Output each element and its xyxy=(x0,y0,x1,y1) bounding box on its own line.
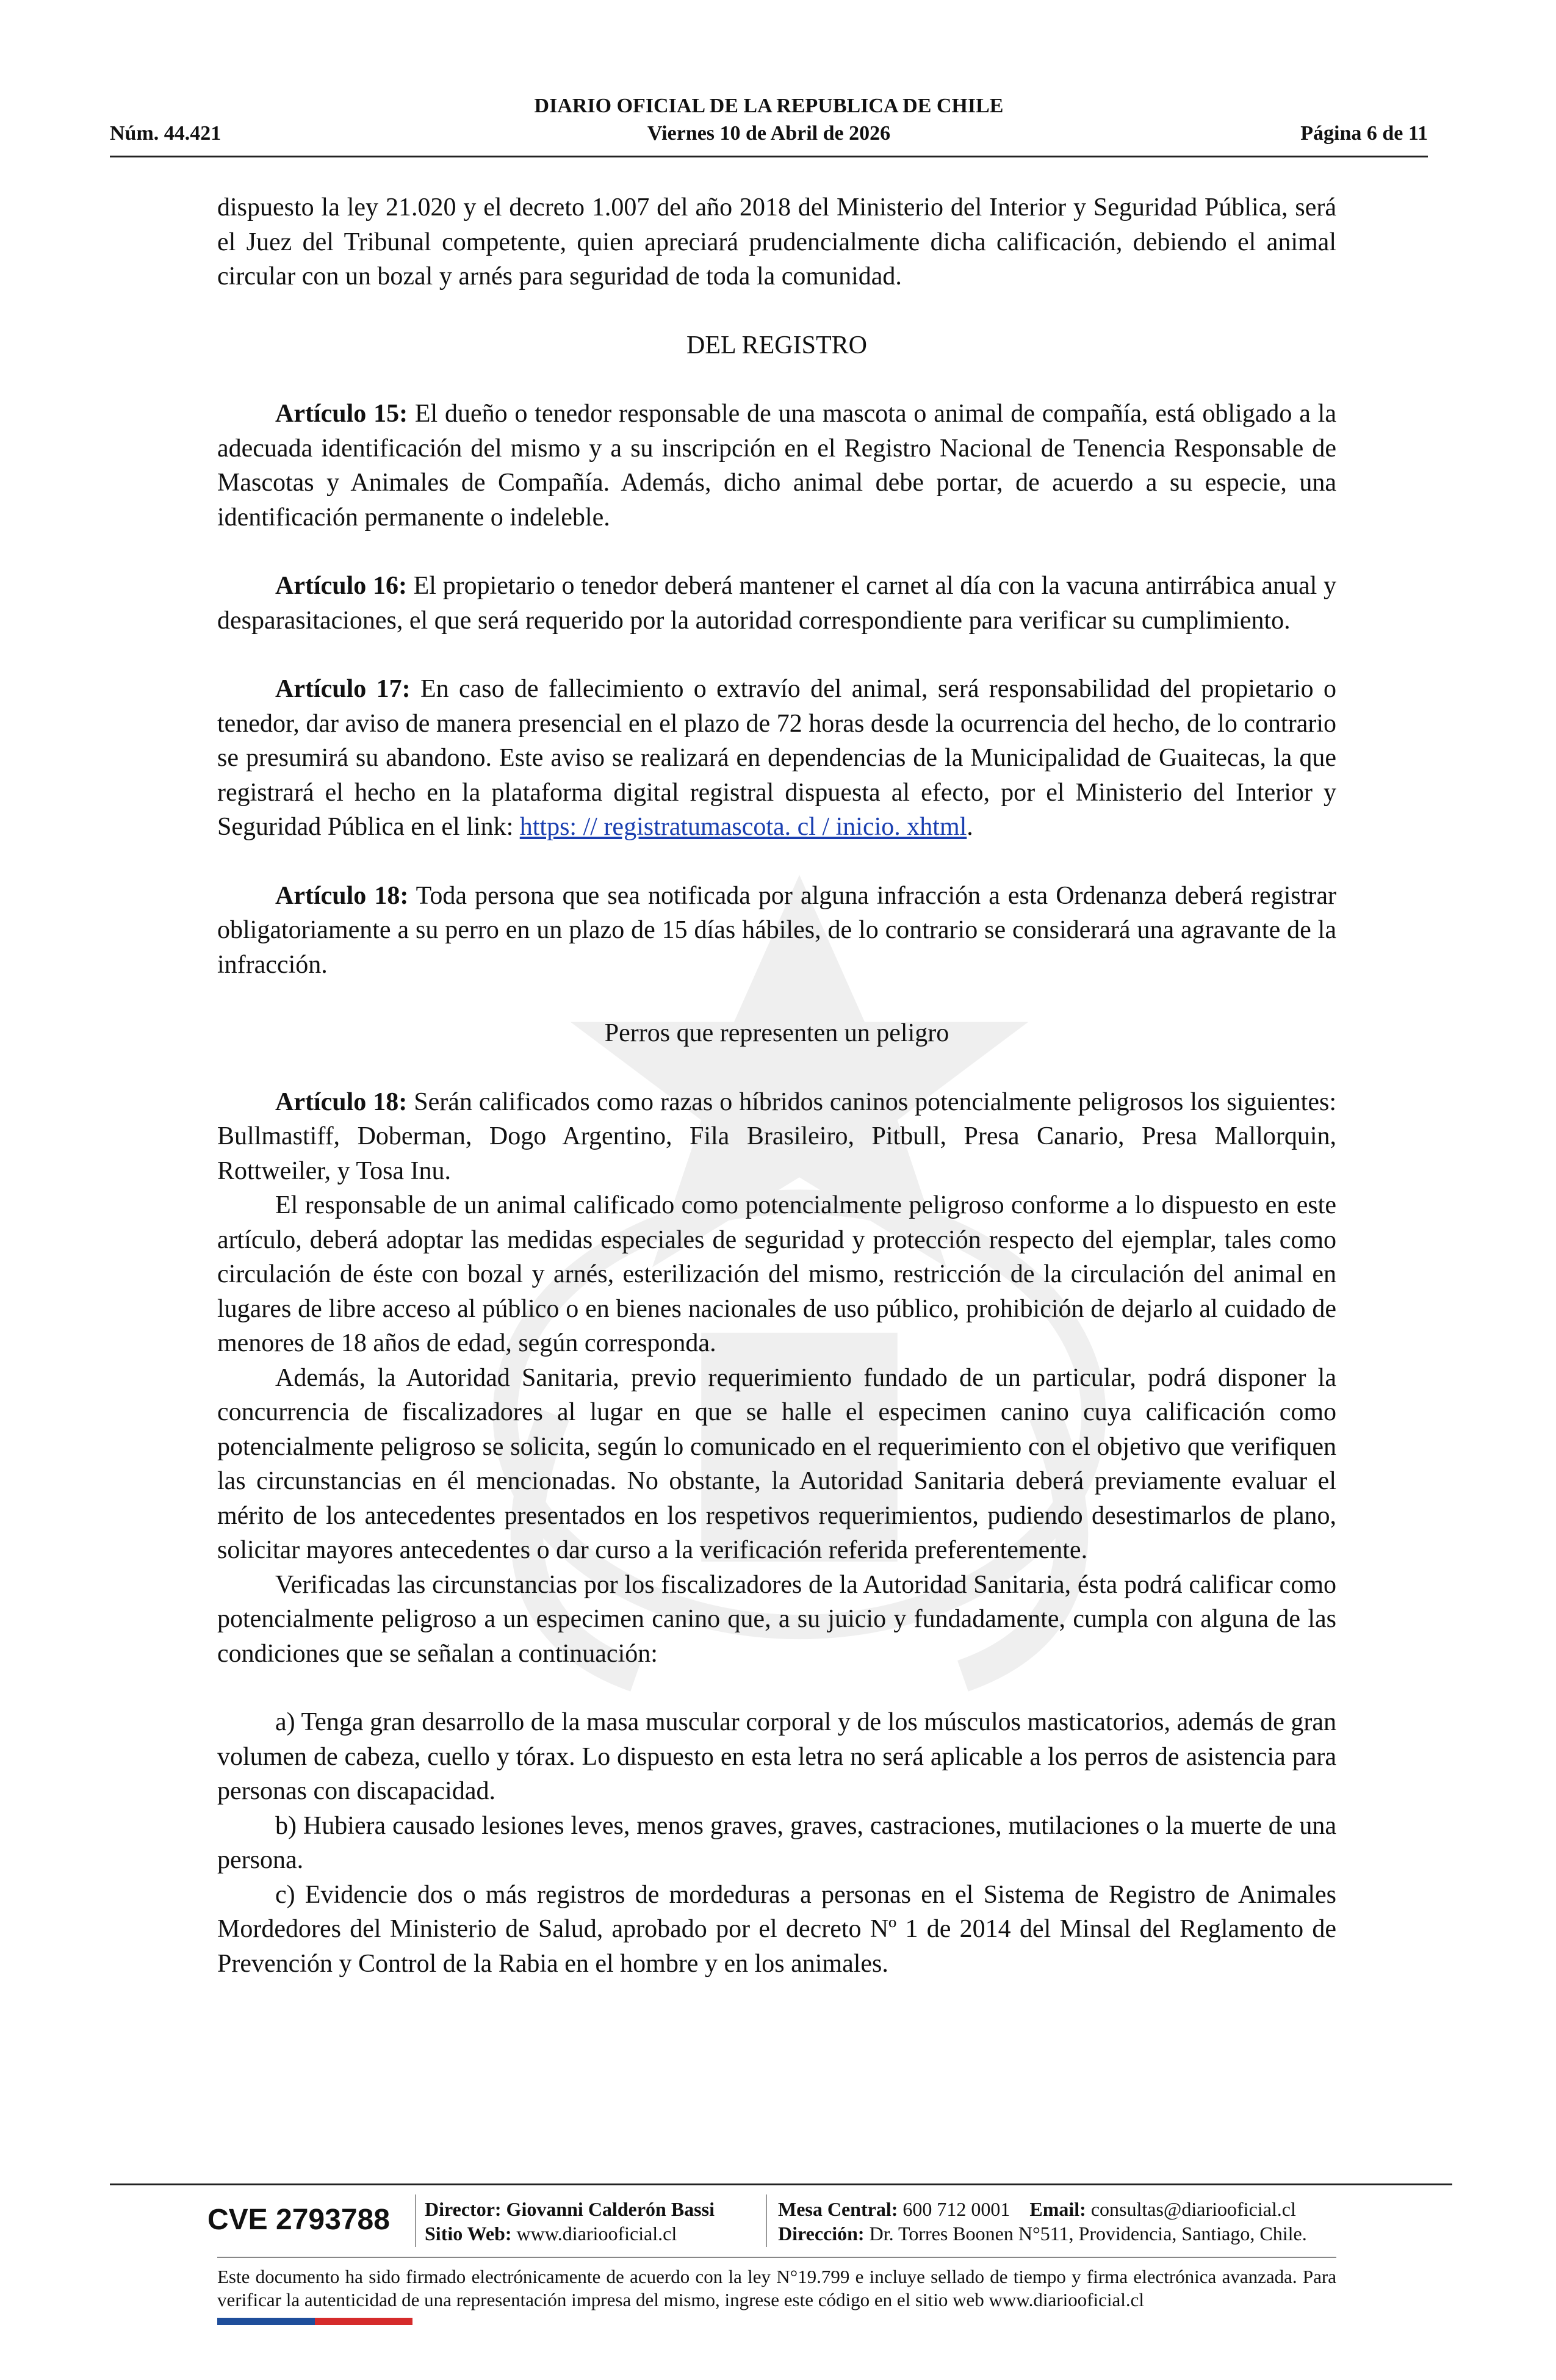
list-item-a: a) Tenga gran desarrollo de la masa muscular corporal y de los músculos masticatorios, además de gran volumen de cabeza, cuello y tórax. Lo dispuesto en esta letra no será aplicable a los perros de asistencia para personas con discapacidad. xyxy=(217,1708,1336,1805)
article-label: Artículo 15: xyxy=(275,400,408,428)
article-text: En caso de fallecimiento o extravío del animal, será responsabilidad del propietario o tenedor, dar aviso de manera presencial en el plazo de 72 horas desde la ocurrencia del hecho, de lo contrario se presumirá su abandono. Este aviso se realizará en dependencias de la Municipalidad de Guaitecas, la que registrará el hecho en la plataforma digital registral dispuesta al efecto, por el Ministerio del Interior y Seguridad Pública en el link: xyxy=(217,675,1336,841)
footer-divider-secondary xyxy=(217,2257,1336,2258)
article-text: El dueño o tenedor responsable de una mascota o animal de compañía, está obligado a la adecuada identificación del mismo y a su inscripción en el Registro Nacional de Tenencia Responsable de Mascotas y Animales de Compañía. Además, dicho animal debe portar, de acuerdo a su especie, una identificación permanente o indeleble. xyxy=(217,400,1336,532)
footer-divider xyxy=(110,2183,1452,2185)
article-16 xyxy=(217,569,1336,638)
article-text: El propietario o tenedor deberá mantener el carnet al día con la vacuna antirrábica anual y desparasitaciones, el que será requerido por la autoridad correspondiente para verificar su cumplimiento. xyxy=(217,572,1336,635)
flag-color-bar xyxy=(217,2318,412,2325)
article-17 xyxy=(217,672,1336,845)
footer-contact-block xyxy=(778,2197,1307,2246)
address-label: Dirección: xyxy=(778,2223,865,2245)
page-number: Página 6 de 11 xyxy=(1300,122,1428,145)
publication-date: Viernes 10 de Abril de 2026 xyxy=(647,122,891,145)
site-label: Sitio Web: xyxy=(425,2223,512,2245)
list-item-b: b) Hubiera causado lesiones leves, menos graves, graves, castraciones, mutilaciones o la muerte de una persona. xyxy=(217,1811,1336,1874)
email-label: Email: xyxy=(1029,2198,1086,2220)
issue-number: Núm. 44.421 xyxy=(110,122,222,145)
list-item-c: c) Evidencie dos o más registros de mordeduras a personas en el Sistema de Registro de Animales Mordedores del Ministerio de Salud, aprobado por el decreto Nº 1 de 2014 del Minsal del Reglamento de Prevención y Control de la Rabia en el hombre y en los animales. xyxy=(217,1880,1336,1978)
article-18-dangerous xyxy=(217,1085,1336,1189)
publication-title: DIARIO OFICIAL DE LA REPUBLICA DE CHILE xyxy=(534,95,1004,117)
continuation-paragraph: dispuesto la ley 21.020 y el decreto 1.007 del año 2018 del Ministerio del Interior y Seguridad Pública, será el Juez del Tribunal competente, quien apreciará prudencialmente dicha calificación, debiendo el animal circular con un bozal y arnés para seguridad de toda la comunidad. xyxy=(217,193,1336,290)
page-header xyxy=(110,92,1428,157)
flag-blue-segment xyxy=(217,2318,315,2325)
director-label: Director: xyxy=(425,2198,502,2220)
article-label: Artículo 18: xyxy=(275,881,409,910)
site-value[interactable]: www.diariooficial.cl xyxy=(516,2223,677,2245)
mesa-label: Mesa Central: xyxy=(778,2198,898,2220)
cve-code: CVE 2793788 xyxy=(207,2204,390,2236)
director-name: Giovanni Calderón Bassi xyxy=(506,2198,715,2220)
footer-separator xyxy=(415,2194,416,2247)
article-label: Artículo 17: xyxy=(275,675,411,703)
flag-red-segment xyxy=(315,2318,412,2325)
email-value[interactable]: consultas@diariooficial.cl xyxy=(1090,2198,1296,2220)
paragraph-ademas: Además, la Autoridad Sanitaria, previo requerimiento fundado de un particular, podrá disponer la concurrencia de fiscalizadores al lugar en que se halle el especimen canino cuya calificación como potencialmente peligroso se solicita, según lo comunicado en el requerimiento con el objetivo que verifiquen las circunstancias en él mencionadas. No obstante, la Autoridad Sanitaria deberá previamente evaluar el mérito de los antecedentes presentados en los respetivos requerimientos, pudiendo desestimarlos de plano, solicitar mayores antecedentes o dar curso a la verificación referida preferentemente. xyxy=(217,1363,1336,1564)
registry-link[interactable]: https: // registratumascota. cl / inicio. xhtml xyxy=(519,813,967,841)
address-value: Dr. Torres Boonen N°511, Providencia, Santiago, Chile. xyxy=(869,2223,1307,2245)
footer-separator xyxy=(766,2194,767,2247)
footer-director-block xyxy=(425,2197,715,2246)
document-body xyxy=(217,190,1336,1981)
section-heading-peligro: Perros que representen un peligro xyxy=(604,1019,949,1047)
article-end: . xyxy=(967,813,973,841)
article-text: Serán calificados como razas o híbridos caninos potencialmente peligrosos los siguientes: Bullmastiff, Doberman, Dogo Argentino, Fila Brasileiro, Pitbull, Presa Canario, Presa Mallorquin, Rottweiler, y Tosa Inu. xyxy=(217,1087,1336,1185)
paragraph-verificadas: Verificadas las circunstancias por los fiscalizadores de la Autoridad Sanitaria, ésta podrá calificar como potencialmente peligroso a un especimen canino que, a su juicio y fundadamente, cumpla con alguna de las condiciones que se señalan a continuación: xyxy=(217,1570,1336,1668)
article-label: Artículo 16: xyxy=(275,572,407,600)
article-label: Artículo 18: xyxy=(275,1087,408,1116)
article-15 xyxy=(217,397,1336,535)
mesa-value: 600 712 0001 xyxy=(902,2198,1010,2220)
article-text: Toda persona que sea notificada por alguna infracción a esta Ordenanza deberá registrar obligatoriamente a su perro en un plazo de 15 días hábiles, de lo contrario se considerará una agravante de la infracción. xyxy=(217,881,1336,979)
paragraph-responsable: El responsable de un animal calificado como potencialmente peligroso conforme a lo dispuesto en este artículo, deberá adoptar las medidas especiales de seguridad y protección respecto del ejemplar, tales como circulación de éste con bozal y arnés, esterilización del mismo, restricción de la circulación del animal en lugares de libre acceso al público o en bienes nacionales de uso público, prohibición de dejarlo al cuidado de menores de 18 años de edad, según corresponda. xyxy=(217,1191,1336,1357)
legal-notice: Este documento ha sido firmado electrónicamente de acuerdo con la ley N°19.799 e incluye sellado de tiempo y firma electrónica avanzada. Para verificar la autenticidad de una representación impresa del mismo, ingrese este código en el sitio web www.diariooficial.cl xyxy=(217,2266,1336,2310)
section-heading-registro: DEL REGISTRO xyxy=(686,331,867,359)
article-18-registration xyxy=(217,879,1336,983)
